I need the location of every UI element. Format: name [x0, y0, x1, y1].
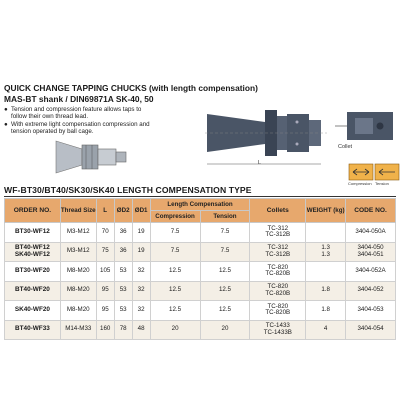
- cell-od2: 36: [114, 223, 132, 243]
- cell-order: BT30-WF20: [5, 262, 61, 282]
- cell-od1: 48: [132, 320, 150, 340]
- cell-l: 95: [96, 301, 114, 321]
- cell-l: 75: [96, 242, 114, 262]
- cell-code: 3404-054: [346, 320, 396, 340]
- cell-ten: 12.5: [200, 281, 250, 301]
- cell-order: BT30-WF12: [5, 223, 61, 243]
- icon-tension-label: Tension: [375, 181, 389, 186]
- feature-text: Tension and compression feature allows taps to follow their own thread lead.: [11, 106, 142, 121]
- collet-label: Collet: [338, 144, 353, 150]
- cell-od2: 53: [114, 262, 132, 282]
- cell-od2: 78: [114, 320, 132, 340]
- cell-weight: 1.8: [306, 301, 346, 321]
- cell-l: 105: [96, 262, 114, 282]
- cell-od1: 19: [132, 223, 150, 243]
- table-row: [5, 223, 396, 243]
- cell-ten: 7.5: [200, 223, 250, 243]
- dim-l-label: L: [258, 160, 262, 166]
- bullet-icon: ●: [4, 120, 8, 128]
- cell-thread: M8-M20: [60, 301, 96, 321]
- cell-order: BT40-WF20: [5, 281, 61, 301]
- cell-code: 3404-052: [346, 281, 396, 301]
- cell-weight: [306, 262, 346, 282]
- cell-code: 3404-050 3404-051: [346, 242, 396, 262]
- cell-thread: M3-M12: [60, 242, 96, 262]
- page-title: QUICK CHANGE TAPPING CHUCKS (with length compensation): [4, 83, 258, 93]
- cell-thread: M14-M33: [60, 320, 96, 340]
- cell-od2: 53: [114, 281, 132, 301]
- cell-od2: 36: [114, 242, 132, 262]
- cell-order: BT40-WF12 SK40-WF12: [5, 242, 61, 262]
- cell-l: 160: [96, 320, 114, 340]
- cell-weight: 1.8: [306, 281, 346, 301]
- cell-collets: TC-312 TC-312B: [250, 223, 306, 243]
- col-code: CODE NO.: [346, 199, 396, 223]
- cell-order: BT40-WF33: [5, 320, 61, 340]
- col-l: L: [96, 199, 114, 223]
- cell-thread: M8-M20: [60, 262, 96, 282]
- cell-comp: 12.5: [150, 281, 200, 301]
- cell-od1: 32: [132, 301, 150, 321]
- col-length-comp: Length Compensation: [150, 199, 250, 211]
- cell-thread: M8-M20: [60, 281, 96, 301]
- table-row: [5, 242, 396, 262]
- cell-code: 3404-053: [346, 301, 396, 321]
- cell-collets: TC-312 TC-312B: [250, 242, 306, 262]
- feature-text: With extreme light compensation compression and tension operated by ball cage.: [11, 120, 150, 136]
- cell-comp: 20: [150, 320, 200, 340]
- cell-od2: 53: [114, 301, 132, 321]
- col-thread: Thread Size: [60, 199, 96, 223]
- cell-ten: 7.5: [200, 242, 250, 262]
- col-order: ORDER NO.: [5, 199, 61, 223]
- section-divider: [4, 196, 396, 197]
- cell-collets: TC-1433 TC-1433B: [250, 320, 306, 340]
- table-row: [5, 281, 396, 301]
- spec-table: [4, 198, 396, 340]
- cell-od1: 32: [132, 262, 150, 282]
- bullet-icon: ●: [4, 106, 8, 113]
- cell-ten: 12.5: [200, 301, 250, 321]
- table-row: [5, 262, 396, 282]
- cell-code: 3404-050A: [346, 223, 396, 243]
- cell-collets: TC-820 TC-820B: [250, 301, 306, 321]
- cell-order: SK40-WF20: [5, 301, 61, 321]
- section-title: WF-BT30/BT40/SK30/SK40 LENGTH COMPENSATION TYPE: [4, 185, 252, 195]
- cell-od1: 32: [132, 281, 150, 301]
- cell-weight: 4: [306, 320, 346, 340]
- cell-od1: 19: [132, 242, 150, 262]
- cell-comp: 7.5: [150, 242, 200, 262]
- cell-thread: M3-M12: [60, 223, 96, 243]
- cell-ten: 20: [200, 320, 250, 340]
- cell-code: 3404-052A: [346, 262, 396, 282]
- icon-compression-label: Compression: [348, 181, 372, 186]
- cell-collets: TC-820 TC-820B: [250, 262, 306, 282]
- col-weight: WEIGHT (kg): [306, 199, 346, 223]
- cell-collets: TC-820 TC-820B: [250, 281, 306, 301]
- chuck-photo: [52, 131, 132, 183]
- col-collets: Collets: [250, 199, 306, 223]
- cell-comp: 12.5: [150, 301, 200, 321]
- col-tension: Tension: [200, 211, 250, 223]
- cell-l: 95: [96, 281, 114, 301]
- table-row: [5, 320, 396, 340]
- col-od2: ØD2: [114, 199, 132, 223]
- feature-item: [4, 106, 154, 121]
- cell-ten: 12.5: [200, 262, 250, 282]
- cell-comp: 7.5: [150, 223, 200, 243]
- cell-weight: [306, 223, 346, 243]
- col-od1: ØD1: [132, 199, 150, 223]
- cell-comp: 12.5: [150, 262, 200, 282]
- cell-l: 70: [96, 223, 114, 243]
- table-row: [5, 301, 396, 321]
- cell-weight: 1.3 1.3: [306, 242, 346, 262]
- col-compression: Compression: [150, 211, 200, 223]
- page-subtitle: MAS-BT shank / DIN69871A SK-40, 50: [4, 94, 154, 104]
